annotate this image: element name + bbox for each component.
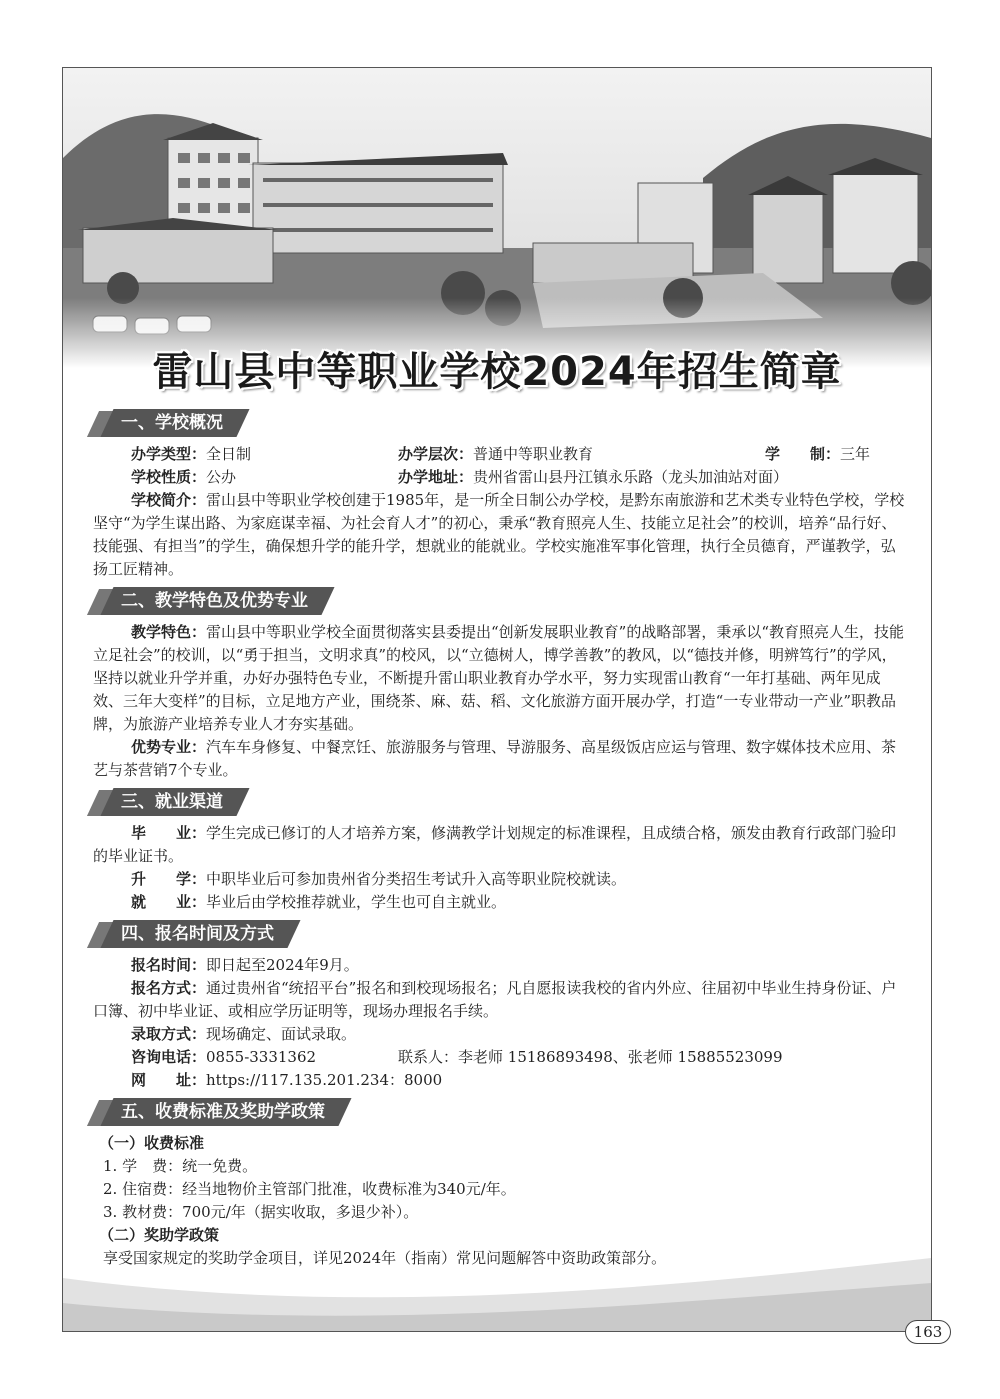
career-employment: 就 业：毕业后由学校推荐就业，学生也可自主就业。 xyxy=(131,893,507,911)
overview-row-1: 办学类型：全日制 办学层次：普通中等职业教育 学 制：三年 xyxy=(131,445,871,463)
website-url: https://117.135.201.234：8000 xyxy=(206,1071,443,1089)
aid-policy-text: 享受国家规定的奖助学金项目，详见2024年（指南）常见问题解答中资助政策部分。 xyxy=(103,1249,667,1267)
section-heading-signup: 四、报名时间及方式 xyxy=(93,920,905,948)
contact-row: 咨询电话：0855-3331362 联系人：李老师 15186893498、张老师 15885523099 xyxy=(131,1048,783,1066)
website-row: 网 址：https://117.135.201.234：8000 xyxy=(131,1071,443,1089)
section-heading-career: 三、就业渠道 xyxy=(93,788,905,816)
career-higher-education: 升 学：中职毕业后可参加贵州省分类招生考试升入高等职业院校就读。 xyxy=(131,870,627,888)
section-heading-overview: 一、学校概况 xyxy=(93,409,905,437)
admission-method: 录取方式：现场确定、面试录取。 xyxy=(131,1025,357,1043)
content-body xyxy=(93,403,905,1270)
page-number: 163 xyxy=(905,1320,951,1344)
section-heading-fees: 五、收费标准及奖助学政策 xyxy=(93,1098,905,1126)
fee-standard-title: （一）收费标准 xyxy=(99,1134,205,1152)
page-title: 雷山县中等职业学校2024年招生简章 xyxy=(152,349,842,395)
key-majors: 优势专业：汽车车身修复、中餐烹饪、旅游服务与管理、导游服务、高星级饭店应运与管理、数字媒体技术应用、茶艺与茶营销7个专业。 xyxy=(93,738,897,779)
teaching-features: 教学特色：雷山县中等职业学校全面贯彻落实县委提出“创新发展职业教育”的战略部署，秉承以“教育照亮人生，技能立足社会”的校训，以“勇于担当，文明求真”的校风，以“立德树人，博学善教”的教风，以“德技并修，明辨笃行”的学风，坚持以就业升学并重，办好办强特色专业，不断提升雷山职业教育办学水平，努力实现雷山教育“一年打基础、两年见成效、三年大变样”的目标，立足地方产业，围绕茶、麻、菇、稻、文化旅游方面开展办学，打造“一专业带动一产业”职教品牌，为旅游产业培养专业人才夯实基础。 xyxy=(93,623,905,733)
signup-method: 报名方式：通过贵州省“统招平台”报名和到校现场报名；凡自愿报读我校的省内外应、往届初中毕业生持身份证、户口簿、初中毕业证、或相应学历证明等，现场办理报名手续。 xyxy=(93,979,897,1020)
signup-time: 报名时间：即日起至2024年9月。 xyxy=(131,956,359,974)
page-frame xyxy=(62,67,932,1332)
fee-item-books: 3. 教材费：700元/年（据实收取，多退少补）。 xyxy=(103,1203,419,1221)
overview-row-2: 学校性质：公办 办学地址：贵州省雷山县丹江镇永乐路（龙头加油站对面） xyxy=(131,468,789,486)
phone-number: 0855-3331362 xyxy=(206,1048,317,1066)
school-intro: 学校简介：雷山县中等职业学校创建于1985年，是一所全日制公办学校，是黔东南旅游和艺术类专业特色学校，学校坚守“为学生谋出路、为家庭谋幸福、为社会育人才”的初心，秉承“教育照亮人生、技能立足社会”的校训，培养“品行好、技能强、有担当”的学生，确保想升学的能升学，想就业的能就业。学校实施准军事化管理，执行全员德育，严谨教学，弘扬工匠精神。 xyxy=(93,491,905,578)
aid-policy-title: （二）奖助学政策 xyxy=(99,1226,220,1244)
campus-photo xyxy=(63,68,931,368)
fee-item-tuition: 1. 学 费：统一免费。 xyxy=(103,1157,258,1175)
contact-persons: 李老师 15186893498、张老师 15885523099 xyxy=(458,1048,783,1066)
career-graduation: 毕 业：学生完成已修订的人才培养方案，修满教学计划规定的标准课程，且成绩合格，颁发由教育行政部门验印的毕业证书。 xyxy=(93,824,897,865)
fee-item-dorm: 2. 住宿费：经当地物价主管部门批准，收费标准为340元/年。 xyxy=(103,1180,516,1198)
section-heading-teaching: 二、教学特色及优势专业 xyxy=(93,587,905,615)
